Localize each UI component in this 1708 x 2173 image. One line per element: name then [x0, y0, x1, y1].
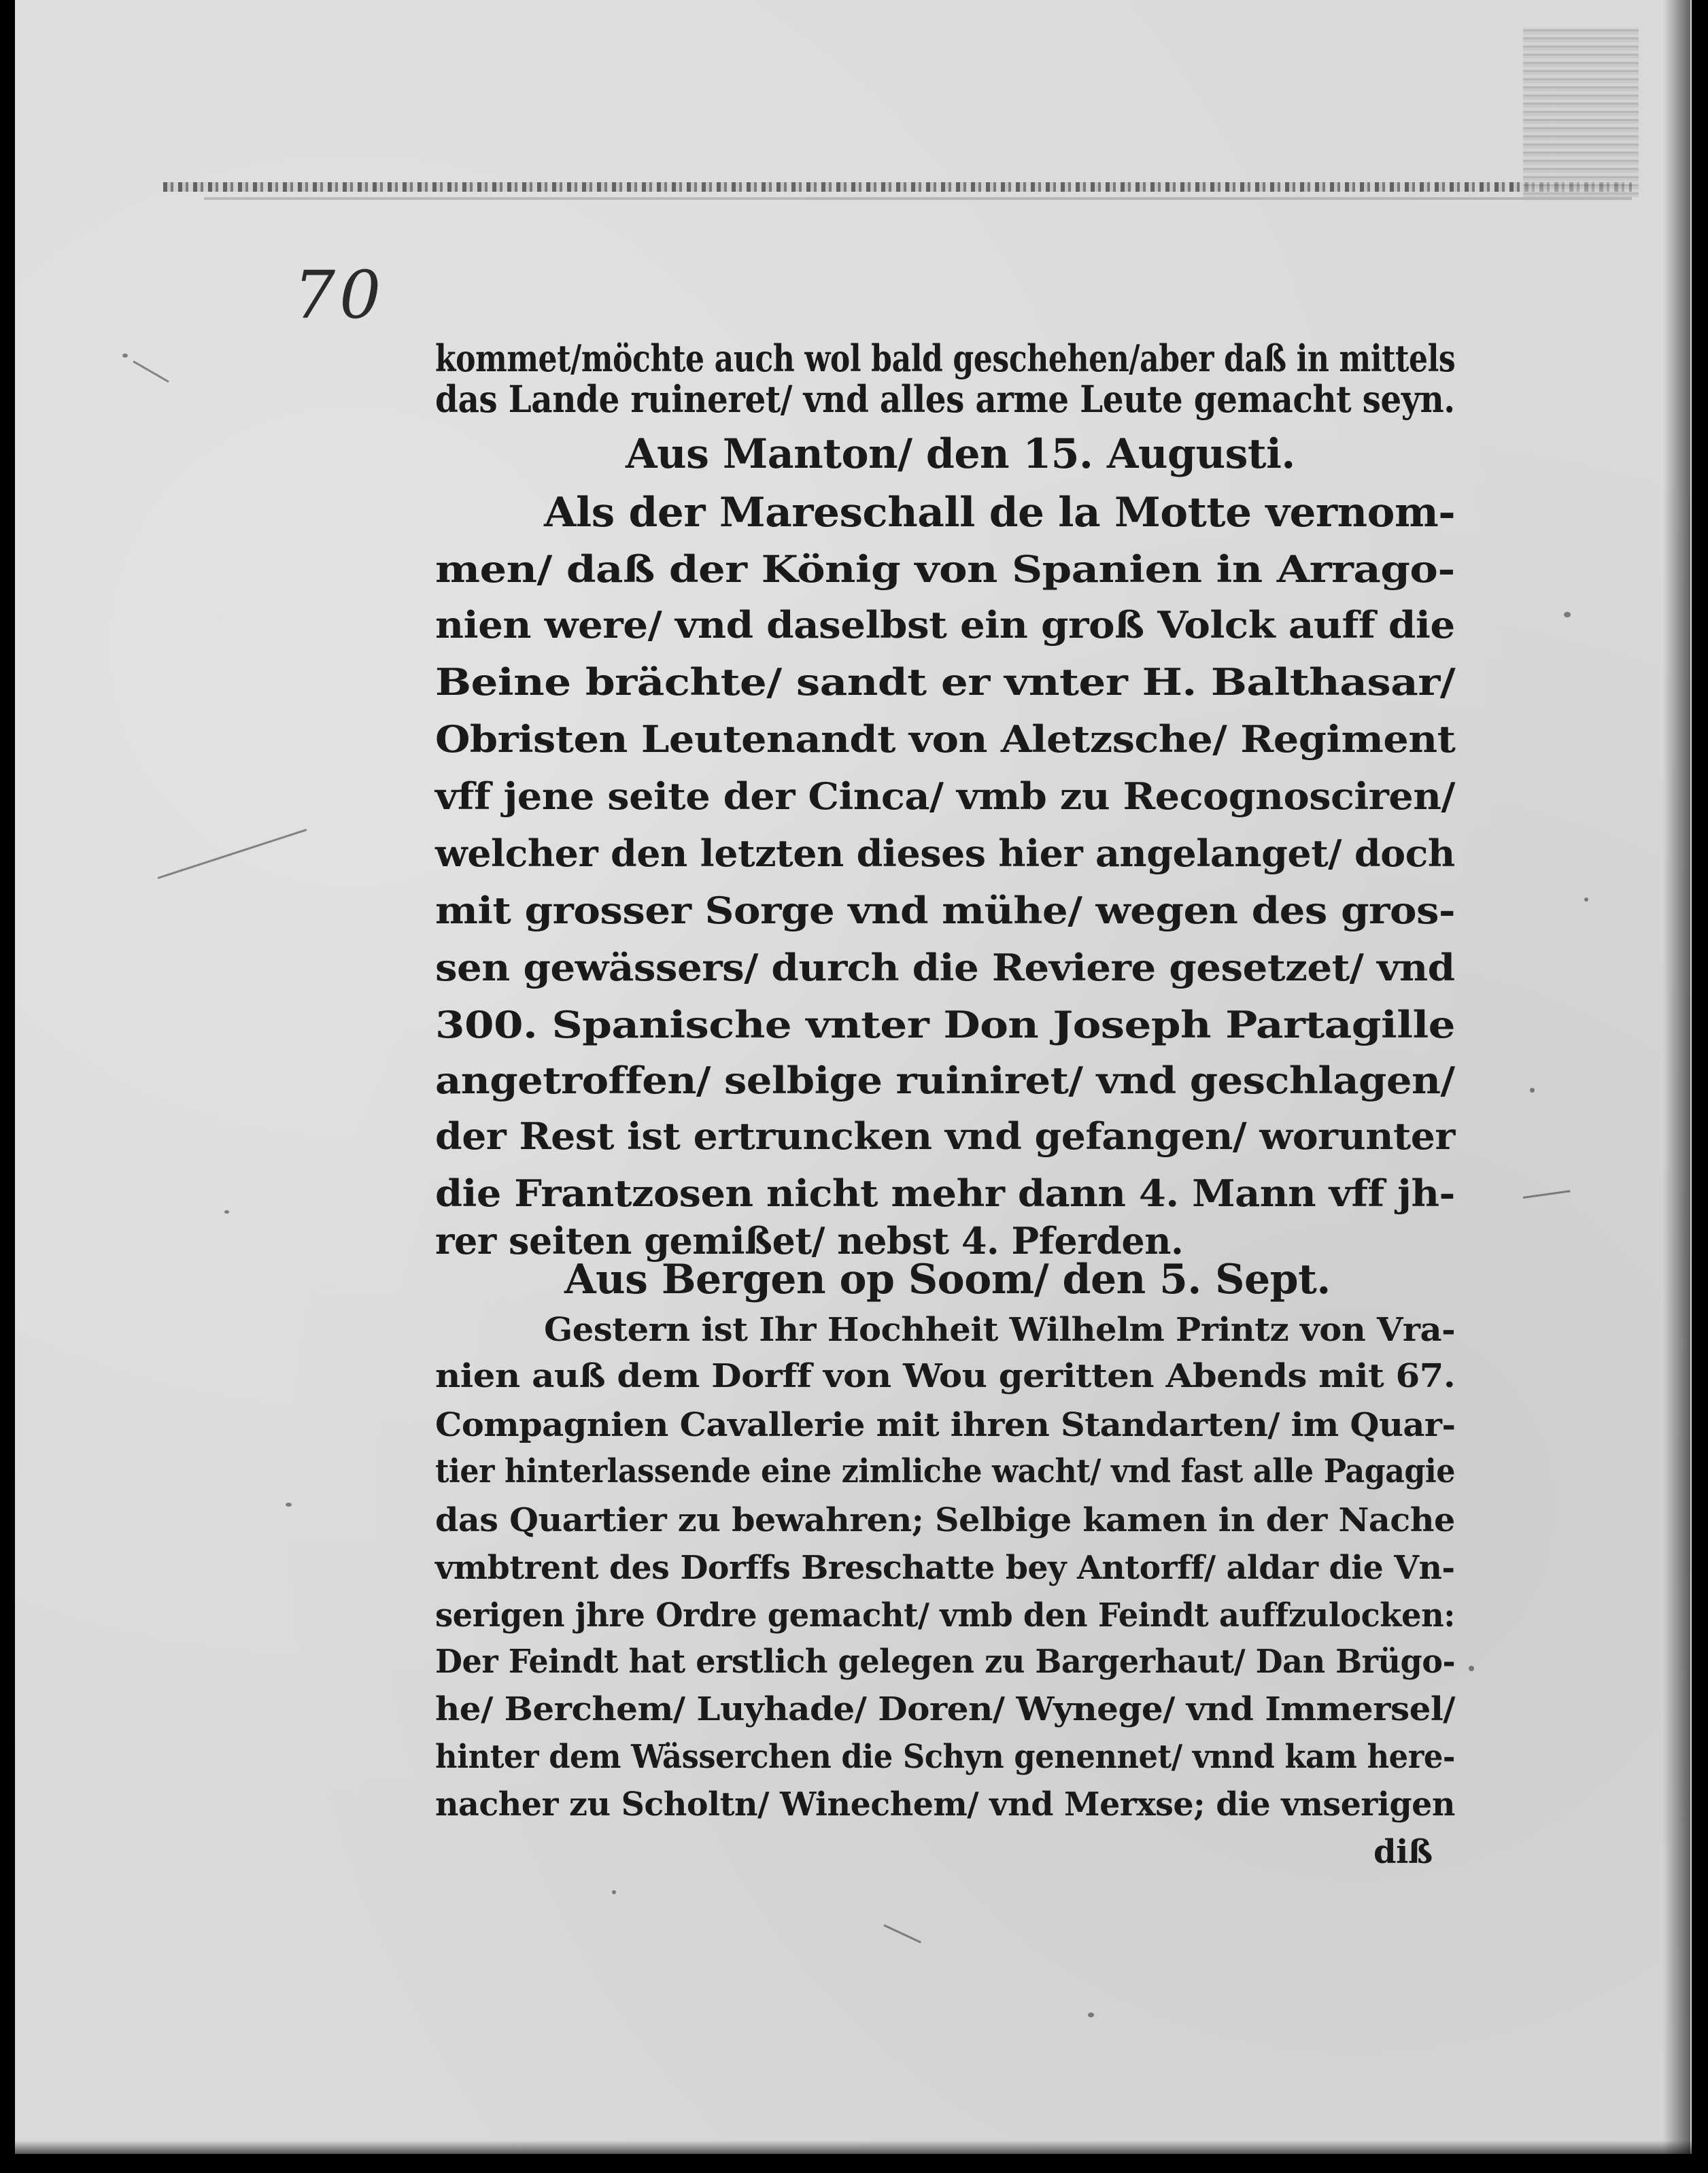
dust-speck: [1584, 897, 1588, 902]
text-line: das Lande ruineret/ vnd alles arme Leute gemacht seyn.: [435, 377, 1455, 421]
dust-speck: [1469, 1666, 1474, 1671]
text-line: nien were/ vnd daselbst ein groß Volck auff die: [435, 603, 1455, 647]
text-line: nien auß dem Dorff von Wou geritten Abends mit 67.: [435, 1357, 1456, 1395]
dust-speck: [1530, 1088, 1535, 1093]
dust-speck: [1088, 2013, 1094, 2017]
text-line: he/ Berchem/ Luyhade/ Doren/ Wynege/ vnd Immersel/: [435, 1690, 1456, 1728]
text-line: Beine brächte/ sandt er vnter H. Balthasar/: [435, 660, 1456, 704]
text-line: Als der Mareschall de la Motte vernom-: [544, 489, 1456, 536]
text-line: das Quartier zu bewahren; Selbige kamen in der Nache: [435, 1501, 1455, 1539]
text-line: Der Feindt hat erstlich gelegen zu Bargerhaut/ Dan Brügo-: [435, 1643, 1456, 1681]
text-line: Obristen Leutenandt von Aletzsche/ Regiment: [435, 717, 1456, 761]
text-line: kommet/möchte auch wol bald geschehen/aber daß in mittels: [435, 337, 1456, 380]
text-line: Compagnien Cavallerie mit ihren Standarten/ im Quar-: [435, 1406, 1456, 1444]
dust-speck: [224, 1210, 229, 1214]
dateline-heading: Aus Bergen op Soom/ den 5. Sept.: [564, 1256, 1331, 1303]
text-line: serigen jhre Ordre gemacht/ vmb den Feindt auffzulocken:: [435, 1596, 1455, 1635]
dateline-heading: Aus Manton/ den 15. Augusti.: [626, 430, 1295, 478]
text-line: die Frantzosen nicht mehr dann 4. Mann vff jh-: [435, 1171, 1455, 1215]
text-line: angetroffen/ selbige ruiniret/ vnd geschlagen/: [435, 1059, 1455, 1102]
text-line: der Rest ist ertruncken vnd gefangen/ worunter: [435, 1114, 1455, 1158]
text-line: vmbtrent des Dorffs Breschatte bey Antorff/ aldar die Vn-: [435, 1549, 1455, 1587]
sheet-shadow-right: [1663, 0, 1690, 2154]
text-line: welcher den letzten dieses hier angelanget/ doch: [435, 832, 1455, 875]
dust-speck: [286, 1503, 292, 1507]
text-line: vff jene seite der Cinca/ vmb zu Recognosciren/: [435, 774, 1455, 818]
text-line: rer seiten gemißet/ nebst 4. Pferden.: [435, 1219, 1184, 1263]
text-line: men/ daß der König von Spanien in Arrago-: [435, 547, 1455, 591]
page-number: 70: [294, 257, 386, 333]
text-line: mit grosser Sorge vnd mühe/ wegen des gros-: [435, 889, 1456, 932]
catchword: diß: [1373, 1833, 1433, 1871]
text-line: nacher zu Scholtn/ Winechem/ vnd Merxse; die vnserigen: [435, 1785, 1455, 1824]
fold-line-secondary: [204, 197, 1632, 200]
dust-speck: [122, 354, 128, 358]
corner-stain: [1523, 27, 1639, 197]
text-line: hinter dem Wässerchen die Schyn genennet/ vnnd kam here-: [435, 1738, 1455, 1776]
text-line: Gestern ist Ihr Hochheit Wilhelm Printz von Vra-: [544, 1311, 1456, 1349]
sheet-shadow-bottom: [15, 2140, 1692, 2154]
text-line: tier hinterlassende eine zimliche wacht/ vnd fast alle Pagagie: [435, 1452, 1456, 1490]
dust-speck: [612, 1890, 616, 1894]
fold-line: [163, 182, 1632, 192]
text-line: sen gewässers/ durch die Reviere gesetzet/ vnd: [435, 946, 1455, 989]
text-line: 300. Spanische vnter Don Joseph Partagille: [435, 1003, 1455, 1046]
dust-speck: [1564, 612, 1571, 617]
